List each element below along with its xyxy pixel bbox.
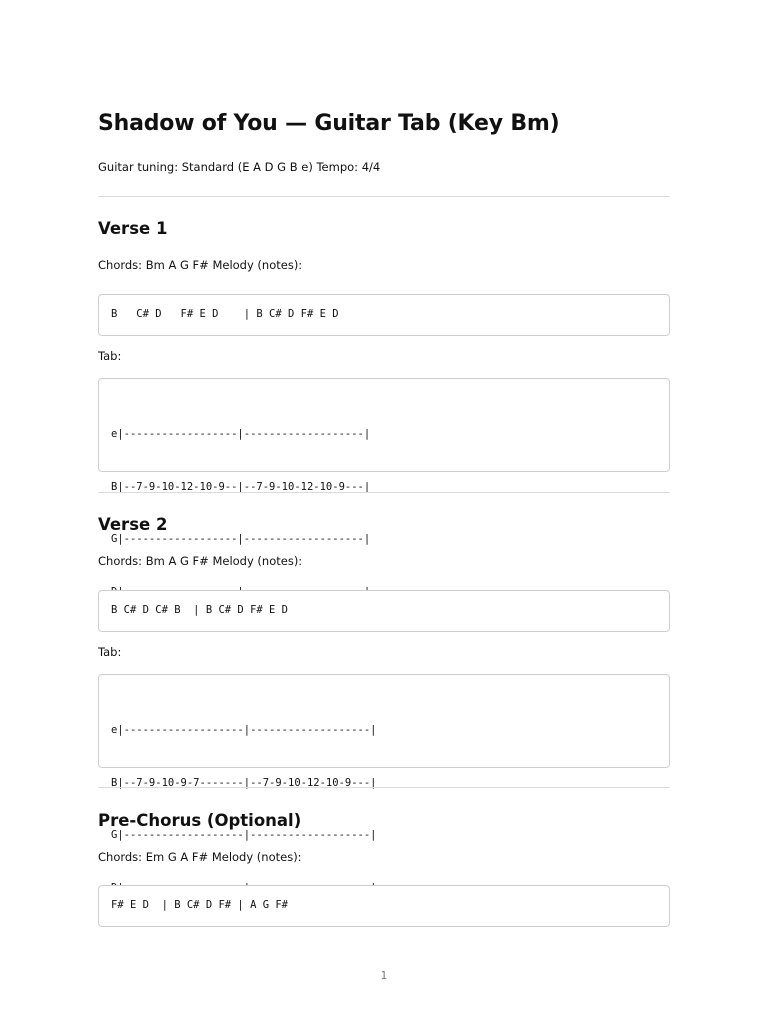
section-title-pre-chorus: Pre-Chorus (Optional) [98, 811, 302, 830]
tab-label-verse-2: Tab: [98, 645, 122, 659]
section-divider [98, 787, 670, 788]
tab-string-e: e|------------------|-------------------| [111, 428, 371, 440]
tab-string-b: B|--7-9-10-9-7-------|--7-9-10-12-10-9---| [111, 776, 377, 789]
section-divider [98, 196, 670, 197]
melody-box-pre-chorus [98, 885, 670, 927]
chords-line-verse-1: Chords: Bm A G F# Melody (notes): [98, 258, 303, 272]
section-title-verse-2: Verse 2 [98, 515, 168, 534]
page-number: 1 [380, 970, 388, 982]
tab-string-g: G|------------------|-------------------| [111, 533, 371, 545]
chords-line-verse-2: Chords: Bm A G F# Melody (notes): [98, 554, 303, 568]
melody-box-verse-1 [98, 294, 670, 336]
tuning-tempo-info: Guitar tuning: Standard (E A D G B e) Tempo: 4/4 [98, 160, 381, 174]
chords-line-pre-chorus: Chords: Em G A F# Melody (notes): [98, 850, 302, 864]
melody-notes: B C# D F# E D | B C# D F# E D [111, 308, 339, 321]
tab-string-e: e|-------------------|-------------------| [111, 724, 377, 736]
tab-string-g: G|-------------------|-------------------| [111, 829, 377, 841]
melody-notes: F# E D | B C# D F# | A G F# [111, 899, 289, 912]
tab-string-b: B|--7-9-10-12-10-9--|--7-9-10-12-10-9---| [111, 480, 371, 493]
melody-notes: B C# D C# B | B C# D F# E D [111, 604, 289, 617]
section-divider [98, 492, 670, 493]
section-title-verse-1: Verse 1 [98, 219, 168, 238]
page-title: Shadow of You — Guitar Tab (Key Bm) [98, 111, 560, 136]
tab-label-verse-1: Tab: [98, 349, 122, 363]
melody-box-verse-2 [98, 590, 670, 632]
